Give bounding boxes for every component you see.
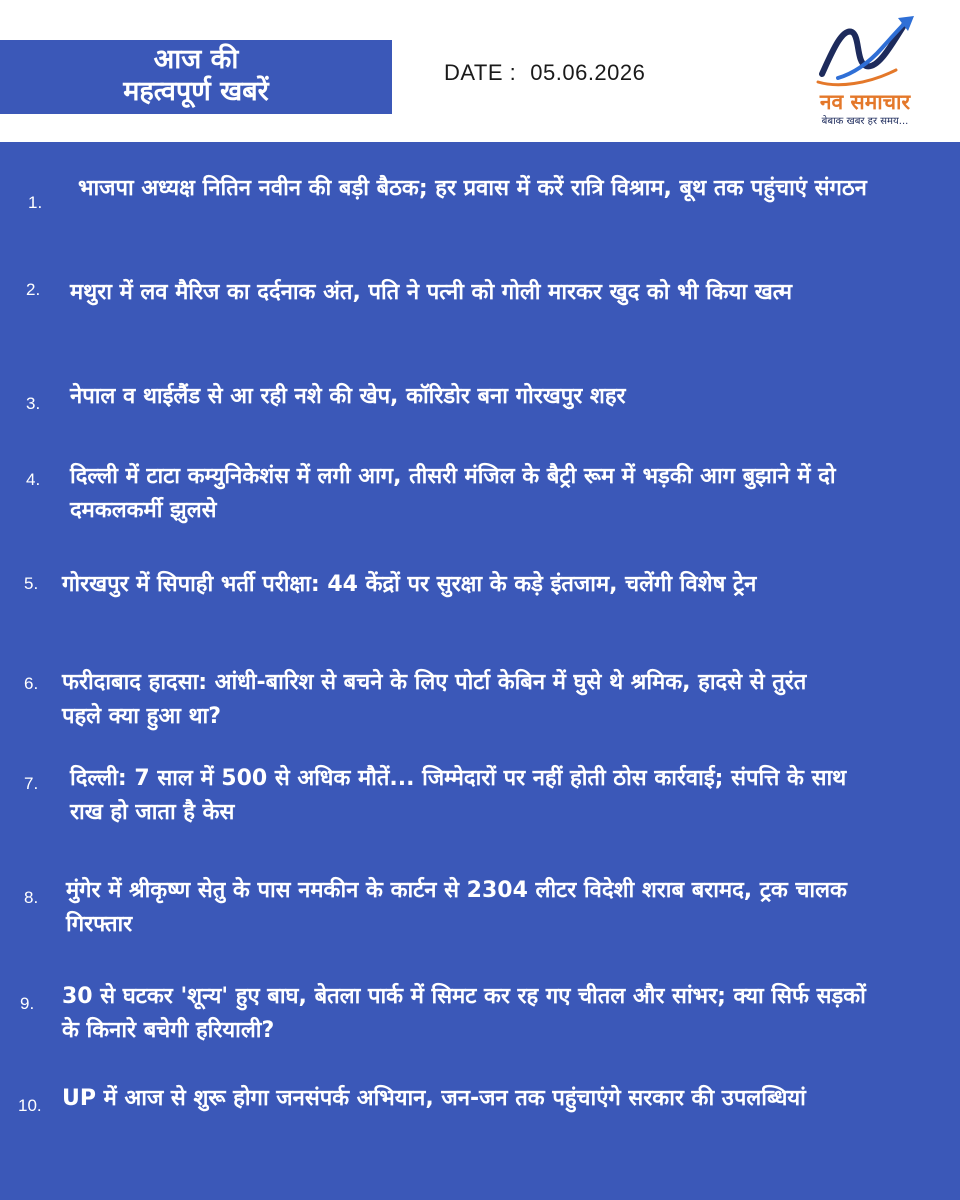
item-headline: दिल्ली में टाटा कम्युनिकेशंस में लगी आग, तीसरी मंजिल के बैट्री रूम में भड़की आग बुझाने में दो दमकलकर्मी झुलसे xyxy=(70,464,836,523)
item-headline: UP में आज से शुरू होगा जनसंपर्क अभियान, जन-जन तक पहुंचाएंगे सरकार की उपलब्धियां xyxy=(62,1086,806,1111)
date-label: DATE : xyxy=(444,60,517,85)
item-number: 7. xyxy=(24,774,39,793)
item-number: 10. xyxy=(18,1096,42,1115)
item-number: 6. xyxy=(24,674,39,693)
news-list xyxy=(0,142,960,1200)
date-display xyxy=(440,60,645,86)
page-title-line-2: महत्वपूर्ण खबरें xyxy=(123,76,269,107)
item-number: 9. xyxy=(20,994,35,1013)
item-number: 1. xyxy=(28,193,43,212)
page-title-box xyxy=(0,40,392,114)
item-headline: फरीदाबाद हादसा: आंधी-बारिश से बचने के लिए पोर्टा केबिन में घुसे थे श्रमिक, हादसे से तुरंत पहले क्या हुआ था? xyxy=(62,670,807,729)
date-value: 05.06.2026 xyxy=(530,60,646,85)
item-headline: मथुरा में लव मैरिज का दर्दनाक अंत, पति ने पत्नी को गोली मारकर खुद को भी किया खत्म xyxy=(70,280,793,305)
item-number: 2. xyxy=(26,280,41,299)
item-headline: मुंगेर में श्रीकृष्ण सेतु के पास नमकीन के कार्टन से 2304 लीटर विदेशी शराब बरामद, ट्रक चालक गिरफ्तार xyxy=(66,878,847,937)
item-headline: नेपाल व थाईलैंड से आ रही नशे की खेप, कॉरिडोर बना गोरखपुर शहर xyxy=(70,384,626,409)
item-number: 5. xyxy=(24,574,39,593)
item-headline: गोरखपुर में सिपाही भर्ती परीक्षा: 44 केंद्रों पर सुरक्षा के कड़े इंतजाम, चलेंगी विशेष ट्रेन xyxy=(62,572,757,597)
item-headline: दिल्ली: 7 साल में 500 से अधिक मौतें... जिम्मेदारों पर नहीं होती ठोस कार्रवाई; संपत्ति के साथ राख हो जाता है केस xyxy=(70,766,847,825)
item-number: 3. xyxy=(26,394,41,413)
item-number: 4. xyxy=(26,470,41,489)
logo-tagline: बेबाक खबर हर समय... xyxy=(821,116,909,127)
item-number: 8. xyxy=(24,888,39,907)
logo-name: नव समाचार xyxy=(819,90,911,114)
logo-arrow-icon xyxy=(808,12,922,92)
item-headline: 30 से घटकर 'शून्य' हुए बाघ, बेतला पार्क में सिमट कर रह गए चीतल और सांभर; क्या सिर्फ सड़कों के किनारे बचेगी हरियाली? xyxy=(62,984,866,1043)
header xyxy=(0,0,960,142)
item-headline: भाजपा अध्यक्ष नितिन नवीन की बड़ी बैठक; हर प्रवास में करें रात्रि विश्राम, बूथ तक पहुंचाएं संगठन xyxy=(78,176,867,201)
nav-samachar-logo xyxy=(800,12,930,130)
page-title-line-1: आज की xyxy=(153,44,239,75)
